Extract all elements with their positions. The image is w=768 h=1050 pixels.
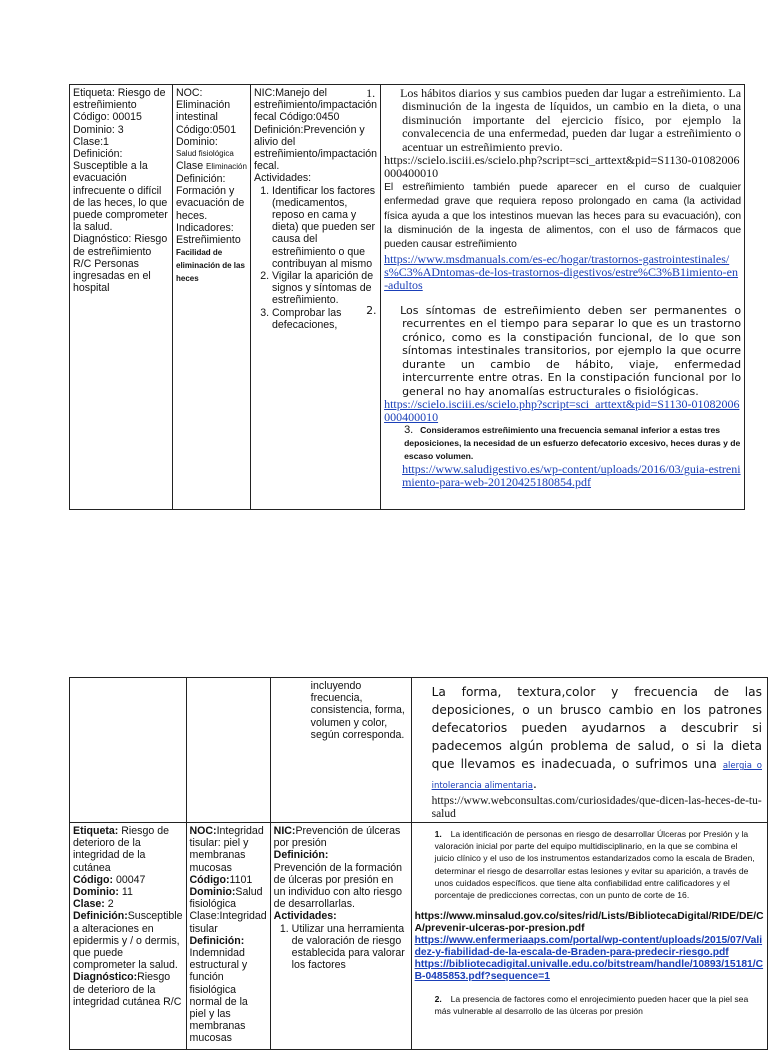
label-dominio <box>73 886 183 898</box>
rationale-text: La presencia de factores como el enrojecimiento pueden hacer que la piel sea más vulnerable al desarrollo de las úlceras por presión <box>434 994 749 1017</box>
field-value: 1101 <box>229 873 253 886</box>
empty-cell <box>186 678 270 823</box>
noc-class-label: Clase <box>176 160 204 173</box>
care-plan-table-constipation <box>69 84 745 510</box>
nic-title <box>274 825 408 849</box>
item-number: 2. <box>366 303 377 317</box>
noc-cell <box>173 85 251 510</box>
diag-line: Código: 00015 <box>73 111 142 124</box>
noc-class-value: Eliminación <box>206 162 247 172</box>
braden-rationale-cell <box>411 823 767 1050</box>
label-definicion <box>73 910 183 971</box>
reference-url: https://www.minsalud.gov.co/sites/rid/Lists/BibliotecaDigital/RIDE/DE/CA/prevenir-ulceras-por-presion.pdf <box>414 911 764 935</box>
activities-label: Actividades: <box>254 172 312 185</box>
field-value: Riesgo de deterioro de la integridad de la cutánea <box>73 825 169 874</box>
diag-line: Etiqueta: Riesgo de estreñimiento <box>73 87 166 112</box>
field-label: Clase: <box>73 898 105 911</box>
label-etiqueta <box>73 825 183 874</box>
rationale-1 <box>415 825 764 901</box>
noc-indicator: Facilidad de eliminación de las heces <box>176 248 245 284</box>
activities-label: Actividades: <box>273 910 337 923</box>
field-label: Dominio: <box>73 886 119 899</box>
activity-item: 2. Vigilar la aparición de signos y síntomas de estreñimiento. <box>272 270 377 307</box>
rationale-1 <box>366 86 742 154</box>
nic-header: NIC:Manejo del estreñimiento/impactación fecal Código:0450 Definición:Prevención y alivio del estreñimiento/impactación fecal. <box>254 87 378 173</box>
reference-link[interactable]: https://www.msdmanuals.com/es-ec/hogar/trastornos-gastrointestinales/s%C3%ADntomas-de-los-trastornos-digestivos/estre%C3%B1imiento-en-adultos <box>384 251 739 292</box>
nic-definition-label: Definición: <box>273 849 329 862</box>
diagnosis-cell <box>70 823 187 1050</box>
activities-list <box>254 185 377 331</box>
field-label: NOC: <box>189 825 217 837</box>
noc-code: Código:0501 <box>176 123 237 136</box>
item-number: 1. <box>434 829 442 839</box>
noc-definition: Definición: Formación y evacuación de heces. <box>176 173 245 222</box>
noc-code <box>190 874 267 886</box>
label-diagnostico <box>73 971 183 1008</box>
field-value: 00047 <box>113 873 146 886</box>
noc-domain <box>190 886 267 910</box>
rationale-text: Consideramos estreñimiento una frecuencia semanal inferior a estas tres deposiciones, la necesidad de un esfuerzo defecatorio excesivo, heces duras y de escaso volumen. <box>404 425 741 462</box>
noc-title <box>190 825 267 874</box>
field-label: Definición: <box>73 910 128 923</box>
diag-line: Clase:1 <box>73 135 109 148</box>
reference-url: https://scielo.isciii.es/scielo.php?script=sci_arttext&pid=S1130-01082006000400010 <box>384 153 740 181</box>
reference-link[interactable]: https://scielo.isciii.es/scielo.php?script=sci_arttext&pid=S1130-01082006000400010 <box>384 397 740 425</box>
noc-class: Clase:Integridad tisular <box>189 910 267 935</box>
field-value: Riesgo de deterioro de la integridad cutánea R/C <box>73 971 182 1008</box>
noc-definition-label: Definición: <box>189 934 245 947</box>
activity-item: 3. Comprobar las defecaciones, <box>272 307 377 331</box>
reference-link[interactable]: https://www.saludigestivo.es/wp-content/uploads/2016/03/guia-estrenimiento-para-web-20120425180854.pdf <box>402 462 741 490</box>
rationale-text: Los hábitos diarios y sus cambios pueden dar lugar a estreñimiento. La disminución de la ingesta de líquidos, un cambio en la dieta, o una disminución importante del ejercicio físico, por ejemplo la convalecencia de una enfermedad, pueden dar lugar a estreñimiento o acentuar un estreñimiento previo. <box>400 86 742 154</box>
label-codigo <box>73 874 183 886</box>
field-label: Diagnóstico: <box>73 971 138 984</box>
allergy-link[interactable]: alergia o intolerancia alimentaria <box>431 761 763 791</box>
punctuation: . <box>532 777 537 791</box>
diag-line: Dominio: 3 <box>73 123 124 136</box>
rationale-text: Los síntomas de estreñimiento deben ser permanentes o recurrentes en el tiempo para separar lo que es un trastorno crónico, como es la constipación funcional, de lo que son síntomas intestinales transitorios, por ejemplo la que ocurre durante un cambio de hábito, viaje, enfermedad intercurrente entre otras. En la constipación funcional por lo general no hay anomalías estructurales o fisiológicas. <box>400 303 742 398</box>
diagnosis-cell <box>70 85 173 510</box>
field-label: Código: <box>189 873 230 886</box>
rationale-1b: El estreñimiento también puede aparecer en el curso de cualquier enfermedad grave que requiera reposo prolongado en cama (la actividad física ayuda a que los intestinos muevan las heces para su evacuación), con la disminución de la ingesta de alimentos, con el uso de fármacos que pueden causar estreñimiento <box>384 182 742 251</box>
item-number: 3. <box>404 424 414 437</box>
field-value: Prevención de úlceras por presión <box>273 825 401 850</box>
noc-title: NOC: Eliminación intestinal <box>176 87 231 124</box>
activities-list <box>274 923 408 972</box>
noc-definition: Indemnidad estructural y función fisiológica normal de la piel y las membranas mucosas <box>189 947 248 1045</box>
item-number: 2. <box>434 994 442 1005</box>
reference-link[interactable]: https://bibliotecadigital.univalle.edu.co/bitstream/handle/10893/15181/CB-0485853.pdf?sequence=1 <box>414 959 764 983</box>
noc-domain-label: Dominio: <box>176 135 218 148</box>
field-label: Código: <box>73 873 114 886</box>
field-label: Dominio: <box>189 886 236 899</box>
field-label: NIC: <box>273 825 296 837</box>
field-value: 2 <box>104 898 114 911</box>
noc-class <box>176 160 247 173</box>
rationale-2 <box>366 303 742 399</box>
field-value: Integridad tisular: piel y membranas mucosas <box>189 825 264 874</box>
rationale-text: La forma, textura,color y frecuencia de las deposiciones, o un brusco cambio en los patrones defecatorios pueden ayudarnos a descubrir si padecemos algún problema de salud, o si la dieta que llevamos es inadecuada, o sufrimos una <box>431 685 762 771</box>
field-value: Susceptible a alteraciones en epidermis y / o dermis, que puede comprometer la salud. <box>73 910 183 972</box>
diag-line: Definición: Susceptible a la evacuación infrecuente o difícil de las heces, lo que puede comprometer la salud. <box>73 148 168 234</box>
rationale-cell <box>366 85 745 510</box>
rationale-text: La identificación de personas en riesgo de desarrollar Úlceras por Presión y la valoración inicial por parte del equipo multidisciplinario, en la que se combina el juicio clínico y el uso de los instrumentos estandarizados como la escala de Braden, determinar el riesgo de desarrollar estas lesiones y evitar su aparición, a través de unos cuidados específicos. que tiene alta confiabilidad entre calificadores y el porcentaje de predicciones correctas, con un punto de corte de 16. <box>434 829 755 901</box>
item-number: 1. <box>366 86 376 100</box>
activity-continuation: incluyendo frecuencia, consistencia, forma, volumen y color, según corresponda. <box>270 678 411 823</box>
activity-item: 1. Identificar los factores (medicamentos, reposo en cama y dieta) que pueden ser causa del estreñimiento o que contribuyan al mismo <box>272 185 377 270</box>
nic-cell <box>270 823 411 1050</box>
diag-line: Diagnóstico: Riesgo de estreñimiento R/C Personas ingresadas en el hospital <box>73 233 168 295</box>
noc-cell <box>186 823 270 1050</box>
care-plan-table-skin <box>69 677 768 1050</box>
field-value: Salud fisiológica <box>189 886 263 911</box>
field-value: 11 <box>118 886 133 899</box>
nic-definition: Prevención de la formación de úlceras por presión en un individuo con alto riesgo de desarrollarlas. <box>273 861 403 911</box>
label-clase <box>73 898 183 910</box>
noc-indicators-label: Indicadores: <box>176 221 234 234</box>
feces-rationale <box>415 680 764 795</box>
reference-link[interactable]: https://www.enfermeriaaps.com/portal/wp-content/uploads/2015/07/Validez-y-fiabilidad-de-la-escala-de-Braden-para-predecir-riesgo.pdf <box>414 935 763 959</box>
empty-cell <box>70 678 187 823</box>
feces-rationale-cell <box>411 678 767 823</box>
activity-item: 1. Utilizar una herramienta de valoración de riesgo establecida para valorar los factores <box>292 923 408 972</box>
nic-cell <box>251 85 381 510</box>
rationale-2 <box>415 983 764 1017</box>
noc-indicator: Estreñimiento <box>176 234 241 247</box>
field-label: Etiqueta: <box>73 825 119 837</box>
rationale-3 <box>384 424 741 463</box>
noc-domain: Salud fisiológica <box>176 149 234 159</box>
reference-url: https://www.webconsultas.com/curiosidades/que-dicen-las-heces-de-tu-salud <box>431 795 762 820</box>
